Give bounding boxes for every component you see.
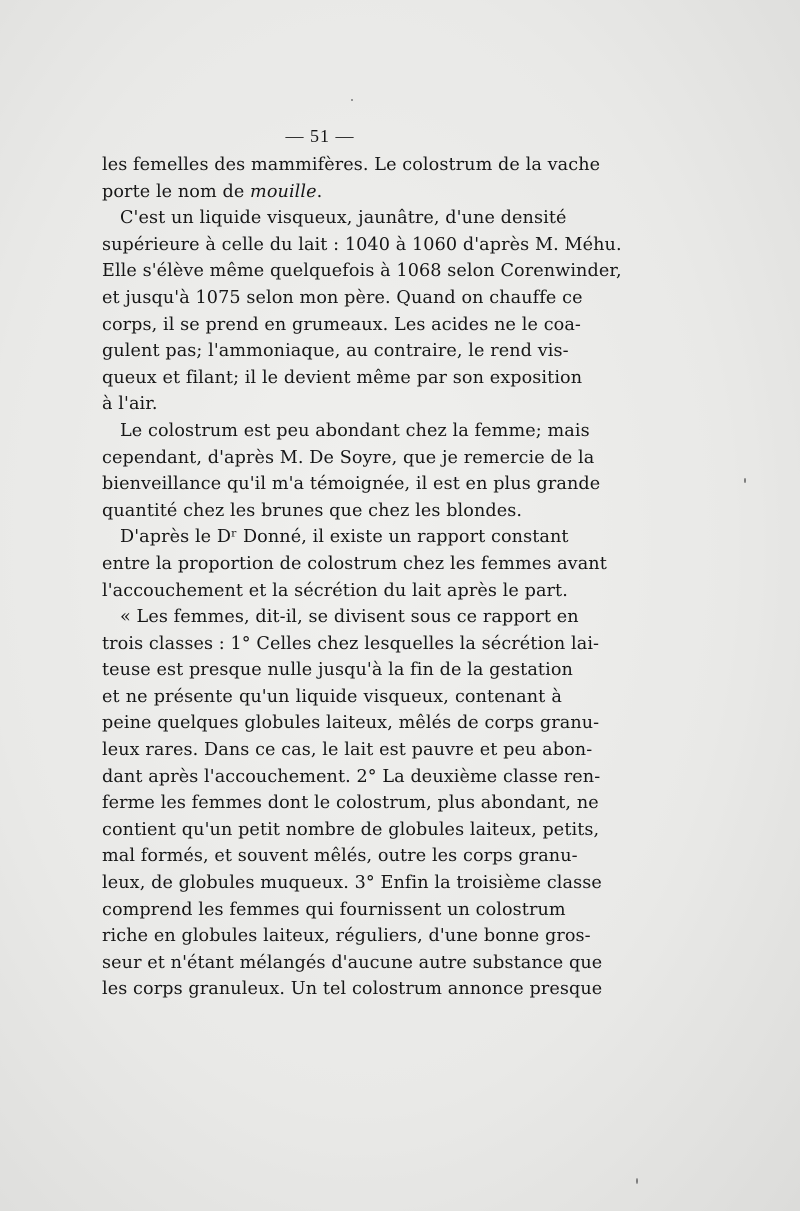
text-line: entre la proportion de colostrum chez les femmes avant [102,553,607,574]
text-line: contient qu'un petit nombre de globules laiteux, petits, [102,819,600,840]
text-line: les femelles des mammifères. Le colostrum de la vache [102,155,601,175]
text-line: quantité chez les brunes que chez les blondes. [102,500,523,521]
page-number: — 51 — [285,126,355,146]
text-line: leux, de globules muqueux. 3° Enfin la troisième classe [102,873,602,894]
text-line: à l'air. [102,394,158,415]
text-line: leux rares. Dans ce cas, le lait est pauvre et peu abon- [102,740,593,761]
text-line: et jusqu'à 1075 selon mon père. Quand on chauffe ce [102,287,583,308]
text-line: l'accouchement et la sécrétion du lait après le part. [102,580,568,601]
text-line: C'est un liquide visqueux, jaunâtre, d'une densité [120,208,567,229]
text-span: porte le nom de [102,181,251,202]
text-line: Le colostrum est peu abondant chez la femme; mais [120,420,590,441]
text-line: seur et n'étant mélangés d'aucune autre substance que [102,952,603,973]
paper-speck [744,478,746,483]
text-line: riche en globules laiteux, réguliers, d'une bonne gros- [102,926,591,947]
paper-speck [636,1178,638,1184]
text-line: Elle s'élève même quelquefois à 1068 selon Corenwinder, [102,261,622,282]
body-text [102,152,622,1003]
text-line: trois classes : 1° Celles chez lesquelles la sécrétion lai- [102,633,600,654]
text-line: les corps granuleux. Un tel colostrum annonce presque [102,979,603,1000]
text-line: bienveillance qu'il m'a témoignée, il est en plus grande [102,474,601,495]
text-line: peine quelques globules laiteux, mêlés de corps granu- [102,713,600,734]
text-line: teuse est presque nulle jusqu'à la fin de la gestation [102,660,573,681]
text-line: queux et filant; il le devient même par son exposition [102,367,583,388]
text-line: gulent pas; l'ammoniaque, au contraire, le rend vis- [102,341,569,362]
text-line: comprend les femmes qui fournissent un colostrum [102,899,566,920]
text-span: . [316,181,323,202]
text-line: D'après le Dʳ Donné, il existe un rapport constant [120,527,569,548]
italic-term: mouille [250,181,317,202]
text-line: « Les femmes, dit-il, se divisent sous ce rapport en [120,607,579,628]
text-line: ferme les femmes dont le colostrum, plus abondant, ne [102,793,599,814]
text-line: mal formés, et souvent mêlés, outre les corps granu- [102,846,578,867]
text-line [102,179,562,206]
paper-speck [351,99,353,101]
text-line: cependant, d'après M. De Soyre, que je remercie de la [102,447,595,468]
text-line: et ne présente qu'un liquide visqueux, contenant à [102,686,562,707]
text-line: corps, il se prend en grumeaux. Les acides ne le coa- [102,314,581,335]
text-line: supérieure à celle du lait : 1040 à 1060 d'après M. Méhu. [102,234,622,255]
text-line: dant après l'accouchement. 2° La deuxième classe ren- [102,766,601,787]
